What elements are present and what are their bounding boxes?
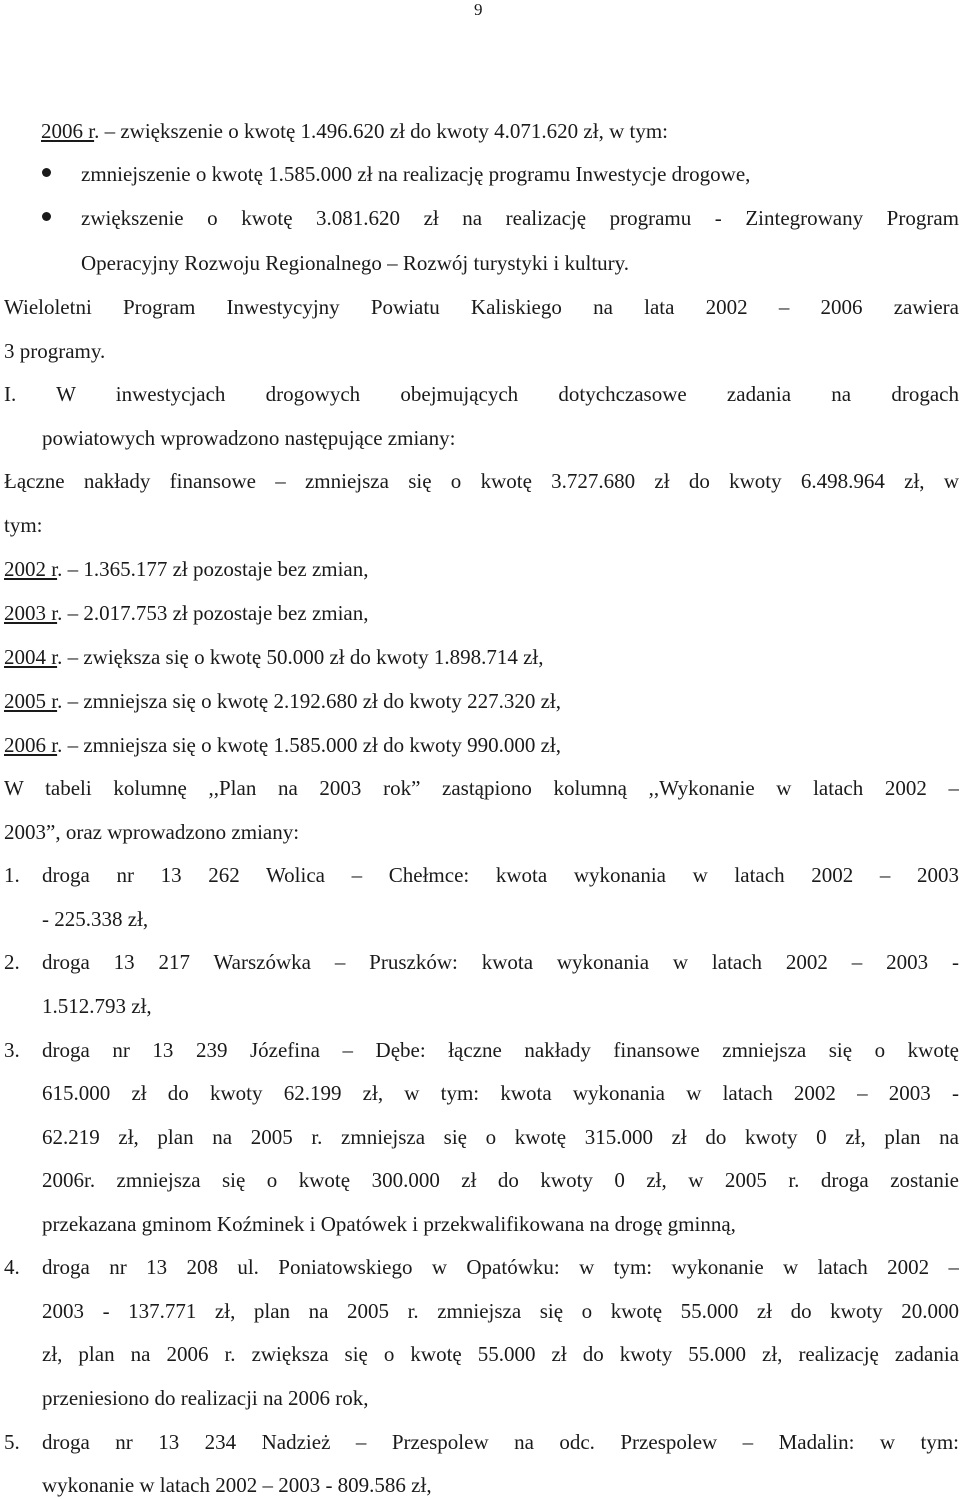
year-line-2006 [4, 731, 904, 759]
year-label: 2006 r [4, 733, 58, 757]
year-label: 2002 r [4, 557, 58, 581]
intro-2006-line [41, 117, 941, 145]
wpi-line-2: 3 programy. [4, 339, 106, 363]
year-line-2002 [4, 555, 904, 583]
year-line-2003 [4, 599, 904, 627]
page-number: 9 [474, 0, 483, 19]
item-3-line-2: 615.000 zł do kwoty 62.199 zł, w tym: kwota wykonania w latach 2002 – 2003 - [42, 1081, 959, 1105]
item-2-line-2: 1.512.793 zł, [42, 994, 152, 1018]
item-5-line-1: droga nr 13 234 Nadzież – Przespolew na odc. Przespolew – Madalin: w tym: [42, 1430, 959, 1454]
intro-2006-text: . – zwiększenie o kwotę 1.496.620 zł do kwoty 4.071.620 zł, w tym: [94, 119, 669, 143]
year-line-2005 [4, 687, 904, 715]
bullet-dot-icon [42, 168, 51, 177]
item-3-line-5: przekazana gminom Koźminek i Opatówek i przekwalifikowana na drogę gminną, [42, 1212, 736, 1236]
item-1-line-2: - 225.338 zł, [42, 907, 149, 931]
year-text: . – zmniejsza się o kwotę 1.585.000 zł do kwoty 990.000 zł, [57, 733, 562, 757]
bullet-dot-icon [42, 212, 51, 221]
item-3-line-4: 2006r. zmniejsza się o kwotę 300.000 zł do kwoty 0 zł, w 2005 r. droga zostanie [42, 1168, 959, 1192]
item-5-line-2: wykonanie w latach 2002 – 2003 - 809.586 zł, [42, 1473, 432, 1497]
year-line-2004 [4, 643, 904, 671]
item-number: 2. [4, 950, 20, 974]
section-i-line-1: I. W inwestycjach drogowych obejmujących dotychczasowe zadania na drogach [4, 382, 959, 406]
table-note-line-2: 2003”, oraz wprowadzono zmiany: [4, 820, 300, 844]
wpi-line-1: Wieloletni Program Inwestycyjny Powiatu Kaliskiego na lata 2002 – 2006 zawiera [4, 295, 959, 319]
item-number: 4. [4, 1255, 20, 1279]
year-text: . – zmniejsza się o kwotę 2.192.680 zł do kwoty 227.320 zł, [57, 689, 562, 713]
table-note-line-1: W tabeli kolumnę ,,Plan na 2003 rok” zastąpiono kolumną ,,Wykonanie w latach 2002 – [4, 776, 959, 800]
total-line-1: Łączne nakłady finansowe – zmniejsza się o kwotę 3.727.680 zł do kwoty 6.498.964 zł, w [4, 469, 959, 493]
item-2-line-1: droga 13 217 Warszówka – Pruszków: kwota wykonania w latach 2002 – 2003 - [42, 950, 959, 974]
bullet-item-2-cont: Operacyjny Rozwoju Regionalnego – Rozwój turystyki i kultury. [81, 251, 630, 275]
item-3-line-1: droga nr 13 239 Józefina – Dębe: łączne nakłady finansowe zmniejsza się o kwotę [42, 1038, 959, 1062]
year-text: . – zwiększa się o kwotę 50.000 zł do kwoty 1.898.714 zł, [57, 645, 544, 669]
bullet-item-2: zwiększenie o kwotę 3.081.620 zł na realizację programu - Zintegrowany Program [81, 206, 959, 230]
item-number: 3. [4, 1038, 20, 1062]
item-4-line-3: zł, plan na 2006 r. zwiększa się o kwotę 55.000 zł do kwoty 55.000 zł, realizację zadania [42, 1342, 959, 1366]
year-label: 2003 r [4, 601, 58, 625]
item-3-line-3: 62.219 zł, plan na 2005 r. zmniejsza się o kwotę 315.000 zł do kwoty 0 zł, plan na [42, 1125, 959, 1149]
bullet-item-1: zmniejszenie o kwotę 1.585.000 zł na realizację programu Inwestycje drogowe, [81, 162, 751, 186]
item-number: 1. [4, 863, 20, 887]
item-4-line-4: przeniesiono do realizacji na 2006 rok, [42, 1386, 369, 1410]
item-4-line-1: droga nr 13 208 ul. Poniatowskiego w Opatówku: w tym: wykonanie w latach 2002 – [42, 1255, 959, 1279]
item-1-line-1: droga nr 13 262 Wolica – Chełmce: kwota wykonania w latach 2002 – 2003 [42, 863, 959, 887]
item-number: 5. [4, 1430, 20, 1454]
year-text: . – 1.365.177 zł pozostaje bez zmian, [57, 557, 369, 581]
year-label: 2005 r [4, 689, 58, 713]
item-4-line-2: 2003 - 137.771 zł, plan na 2005 r. zmniejsza się o kwotę 55.000 zł do kwoty 20.000 [42, 1299, 959, 1323]
year-label: 2004 r [4, 645, 58, 669]
year-2006: 2006 r [41, 119, 95, 143]
section-i-line-2: powiatowych wprowadzono następujące zmiany: [42, 426, 456, 450]
total-line-2: tym: [4, 513, 43, 537]
year-text: . – 2.017.753 zł pozostaje bez zmian, [57, 601, 369, 625]
